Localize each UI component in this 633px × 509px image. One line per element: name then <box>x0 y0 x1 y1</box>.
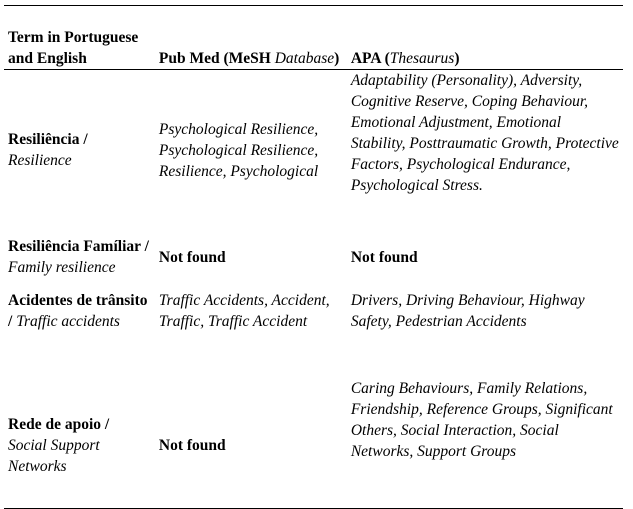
cell-apa: Caring Behaviours, Family Relations, Friendship, Reference Groups, Significant Others, Social Interaction, Social Networks, Support Groups <box>350 380 613 460</box>
cell-term <box>4 378 155 509</box>
term-english: Social Support Networks <box>8 436 100 475</box>
cell-pubmed: Traffic Accidents, Accident, Traffic, Traffic Accident <box>158 292 330 330</box>
table-row <box>4 290 623 378</box>
header-pubmed-italic: Database <box>274 50 335 67</box>
table-header-row <box>4 6 623 70</box>
cell-term <box>4 290 155 378</box>
header-apa-italic: Thesaurus <box>389 50 455 67</box>
cell-pubmed-not-found: Not found <box>158 436 226 454</box>
table-row <box>4 378 623 509</box>
term-english: Resilience <box>8 152 72 169</box>
term-english: Traffic accidents <box>16 313 120 330</box>
cell-pubmed-not-found: Not found <box>158 248 226 266</box>
header-pubmed <box>155 6 347 70</box>
table-row <box>4 224 623 290</box>
cell-term <box>4 224 155 290</box>
mesh-thesaurus-table <box>4 5 623 509</box>
cell-apa-not-found: Not found <box>350 248 418 266</box>
table-row <box>4 70 623 225</box>
cell-term <box>4 70 155 225</box>
term-portuguese: Rede de apoio / <box>8 415 110 433</box>
header-apa-close: ) <box>454 50 460 67</box>
term-portuguese: Resiliência Famíliar / <box>8 238 149 255</box>
cell-apa: Drivers, Driving Behaviour, Highway Safety, Pedestrian Accidents <box>350 292 585 330</box>
header-pubmed-label: Pub Med (MeSH <box>158 50 271 67</box>
cell-pubmed: Psychological Resilience, Psychological Resilience, Resilience, Psychological <box>158 120 319 180</box>
header-pubmed-close: ) <box>334 50 340 67</box>
term-portuguese: Resiliência / <box>8 131 88 148</box>
header-term-label: Term in Portuguese and English <box>8 29 139 67</box>
header-apa-label: APA ( <box>350 50 390 67</box>
term-english: Family resilience <box>8 259 116 276</box>
header-term <box>4 6 155 70</box>
cell-apa: Adaptability (Personality), Adversity, Cognitive Reserve, Coping Behaviour, Emotional Adjustment, Emotional Stability, Posttraumatic Growth, Protective Factors, Psychological Endurance, Psychological Stress. <box>350 72 619 194</box>
term-portuguese: Acidentes de trânsito / <box>8 292 148 330</box>
header-apa <box>347 6 623 70</box>
